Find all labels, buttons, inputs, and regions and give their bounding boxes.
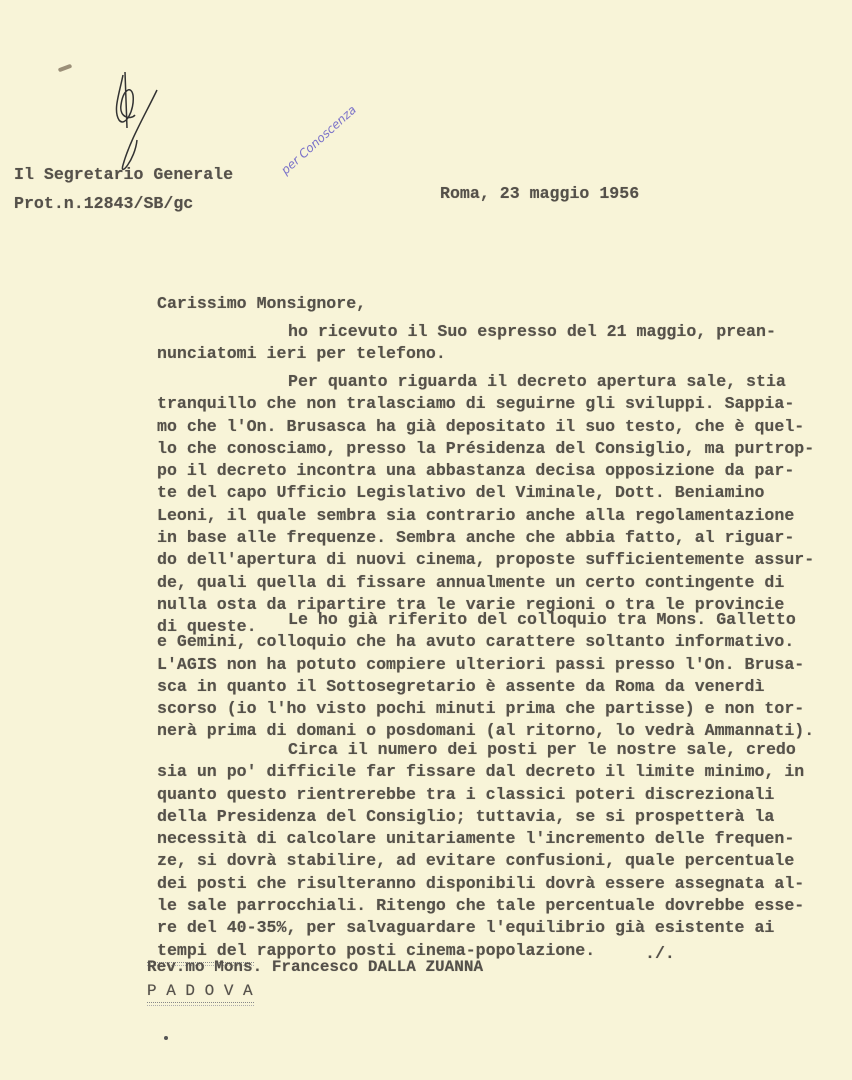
text-line: de, quali quella di fissare annualmente un certo contingente di (157, 572, 785, 592)
paragraph-4 (157, 739, 804, 962)
text-line: do dell'apertura di nuovi cinema, proposte sufficientemente assur- (157, 550, 815, 570)
protocol-number: Prot.n.12843/SB/gc (14, 194, 194, 213)
text-line: nerà prima di domani o posdomani (al ritorno, lo vedrà Ammannati). (157, 721, 815, 741)
text-line: Le ho già riferito del colloquio tra Mons. Galletto (288, 610, 796, 629)
text-line: mo che l'On. Brusasca ha già depositato il suo testo, che è quel- (157, 416, 805, 436)
text-line: scorso (io l'ho visto pochi minuti prima che partisse) e non tor- (157, 699, 805, 719)
text-line: di queste. (157, 617, 257, 637)
text-line: della Presidenza del Consiglio; tuttavia, se si prospetterà la (157, 806, 775, 826)
text-line: lo che conosciamo, presso la Présidenza del Consiglio, ma purtrop- (157, 438, 815, 458)
text-line: Circa il numero dei posti per le nostre sale, credo (288, 740, 796, 759)
text-line: Leoni, il quale sembra sia contrario anche alla regolamentazione (157, 505, 795, 525)
text-line: tempi del rapporto posti cinema-popolazione. (157, 940, 596, 960)
text-line: sia un po' difficile far fissare dal decreto il limite minimo, in (157, 762, 805, 782)
divider-bottom (147, 1002, 254, 1006)
ink-dot (164, 1036, 168, 1040)
sender-title: Il Segretario Generale (14, 165, 234, 184)
recipient-name: Rev.mo Mons. Francesco DALLA ZUANNA (147, 958, 484, 976)
recipient-city: P A D O V A (147, 982, 253, 1000)
text-line: nulla osta da ripartire tra le varie regioni o tra le provincie (157, 594, 785, 614)
text-line: sca in quanto il Sottosegretario è assente da Roma da venerdì (157, 676, 765, 696)
continuation-mark: ./. (645, 944, 675, 963)
paragraph-2 (157, 371, 814, 639)
text-line: te del capo Ufficio Legislativo del Viminale, Dott. Beniamino (157, 483, 765, 503)
salutation: Carissimo Monsignore, (157, 294, 367, 313)
text-line: dei posti che risulteranno disponibili dovrà essere assegnata al- (157, 873, 805, 893)
text-line: in base alle frequenze. Sembra anche che abbia fatto, al riguar- (157, 528, 795, 548)
text-line: e Gemini, colloquio che ha avuto carattere soltanto informativo. (157, 632, 795, 652)
paragraph-1 (157, 321, 776, 366)
date-line: Roma, 23 maggio 1956 (440, 184, 640, 203)
initials-signature (105, 70, 165, 180)
text-line: quanto questo rientrerebbe tra i classici poteri discrezionali (157, 784, 775, 804)
per-conoscenza-stamp: per Conoscenza (278, 102, 359, 178)
text-line: re del 40-35%, per salvaguardare l'equilibrio già esistente ai (157, 918, 775, 938)
paragraph-3 (157, 609, 814, 743)
text-line: necessità di calcolare unitariamente l'incremento delle frequen- (157, 829, 795, 849)
text-line: ho ricevuto il Suo espresso del 21 maggio, prean- (288, 322, 776, 341)
text-line: Per quanto riguarda il decreto apertura sale, stia (288, 372, 786, 391)
text-line: ze, si dovrà stabilire, ad evitare confusioni, quale percentuale (157, 851, 795, 871)
text-line: le sale parrocchiali. Ritengo che tale percentuale dovrebbe esse- (157, 896, 805, 916)
text-line: L'AGIS non ha potuto compiere ulteriori passi presso l'On. Brusa- (157, 654, 805, 674)
text-line: nunciatomi ieri per telefono. (157, 344, 446, 364)
paper-mark (58, 64, 73, 73)
text-line: po il decreto incontra una abbastanza decisa opposizione da par- (157, 461, 795, 481)
text-line: tranquillo che non tralasciamo di seguirne gli sviluppi. Sappia- (157, 394, 795, 414)
